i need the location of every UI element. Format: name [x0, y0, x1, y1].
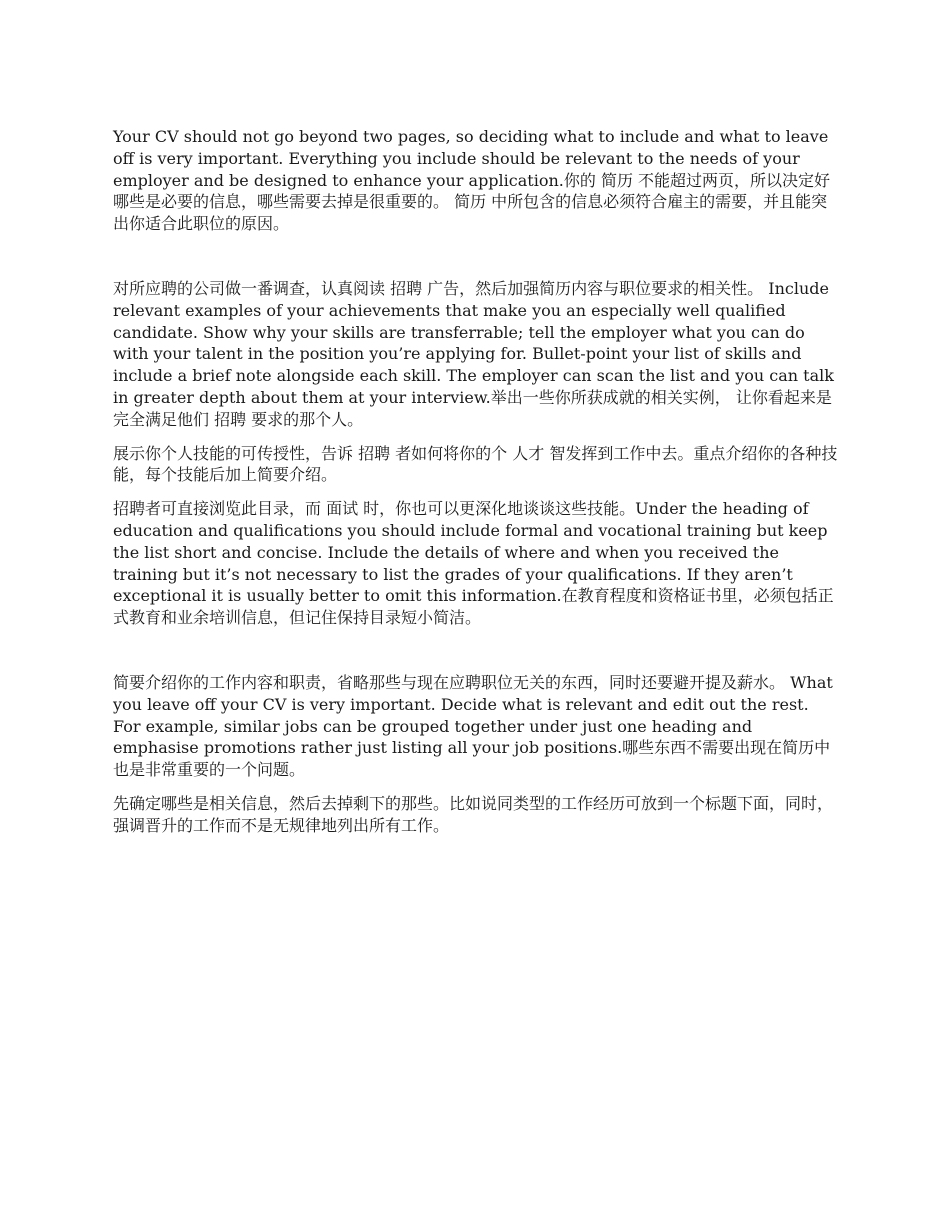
paragraph-education: 招聘者可直接浏览此目录，而 面试 时，你也可以更深化地谈谈这些技能。Under the heading of education and qualifications you should include formal and vocational training but keep the list short and concise. Include the details of where and when you received the training but it’s not necessary to list the grades of your qualifications. If they aren’t exceptional it is usually better to omit this information.在教育程度和资格证书里，必须包括正式教育和业余培训信息，但记住保持目录短小简洁。 [113, 499, 834, 628]
paragraph-relevant-info: 先确定哪些是相关信息，然后去掉剩下的那些。比如说同类型的工作经历可放到一个标题下面，同时，强调晋升的工作而不是无规律地列出所有工作。 [113, 793, 834, 835]
paragraph-cv-length: Your CV should not go beyond two pages, so deciding what to include and what to leave off is very important. Everything you include should be relevant to the needs of your employer and be designed to enhance your application.你的 简历 不能超过两页，所以决定好哪些是必要的信息，哪些需要去掉是很重要的。 简历 中所包含的信息必须符合雇主的需要，并且能突出你适合此职位的原因。 [113, 127, 831, 234]
paragraph-research-company: 对所应聘的公司做一番调查，认真阅读 招聘 广告，然后加强简历内容与职位要求的相关性。 Include relevant examples of your achievements that make you an especially well qualified candidate. Show why your skills are transferrable; tell the employer what you can do with your talent in the position you’re applying for. Bullet-point your list of skills and include a brief note alongside each skill. The employer can scan the list and you can talk in greater depth about them at your interview.举出一些你所获成就的相关实例， 让你看起来是完全满足他们 招聘 要求的那个人。 [113, 278, 834, 429]
section-gap [113, 641, 841, 672]
section-gap [113, 247, 841, 278]
paragraph-work-duties: 简要介绍你的工作内容和职责，省略那些与现在应聘职位无关的东西，同时还要避开提及薪水。 What you leave off your CV is very important. Decide what is relevant and edit out the rest. For example, similar jobs can be grouped together under just one heading and emphasise promotions rather just listing all your job positions.哪些东西不需要出现在简历中也是非常重要的一个问题。 [113, 672, 833, 780]
paragraph-transferable-skills: 展示你个人技能的可传授性，告诉 招聘 者如何将你的个 人才 智发挥到工作中去。重点介绍你的各种技能，每个技能后加上简要介绍。 [113, 443, 838, 485]
document-body [113, 126, 841, 849]
